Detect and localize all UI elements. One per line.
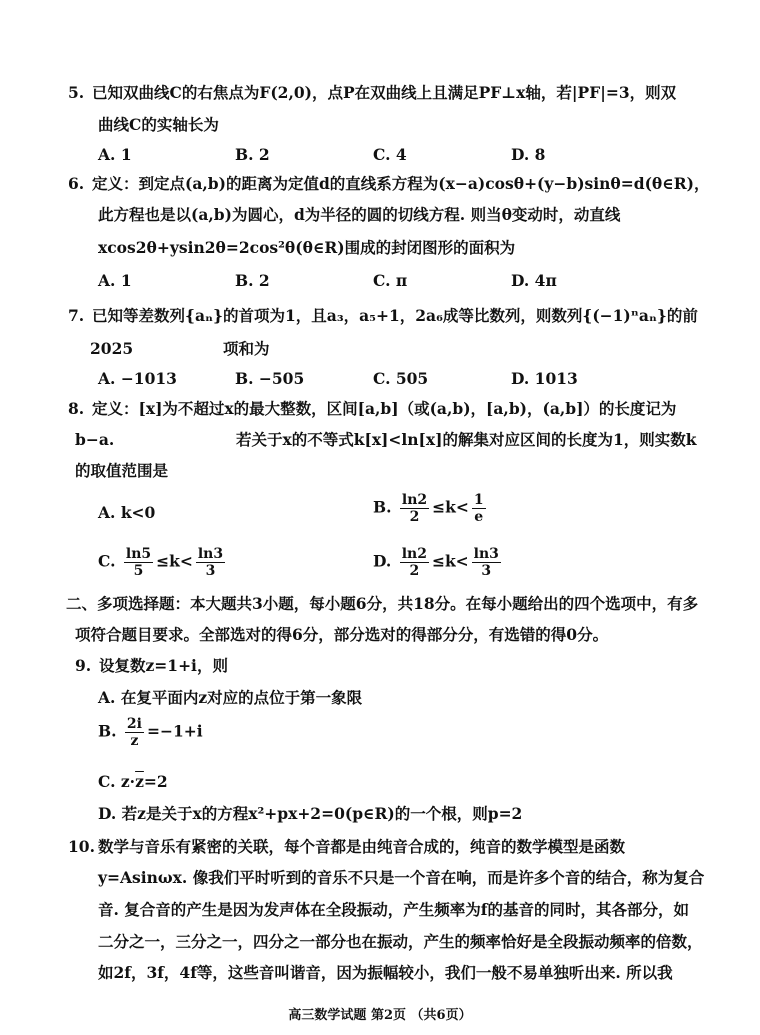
fraction: $\frac{\ln 3}{3}$ <box>197 546 224 579</box>
fraction: $\frac{2i}{z}$ <box>126 716 142 749</box>
q6-line1: 6. 定义：到定点(a,b)的距离为定值d的直线系方程为(x−a)cosθ+(y−b)sinθ=d(θ∈R)， <box>68 174 710 193</box>
q8-line3: 的取值范围是 <box>75 461 169 480</box>
q5-option-d: D. 8 <box>511 145 546 164</box>
q7-line2a: 2025 <box>90 339 134 358</box>
q8-line2a: b−a. <box>75 430 115 449</box>
section2-heading-line2: 项符合题目要求。全部选对的得6分，部分选对的得部分分，有选错的得0分。 <box>75 625 609 644</box>
q9-option-d: D. 若z是关于x的方程x²+px+2=0(p∈R)的一个根，则p=2 <box>98 804 523 823</box>
q6-line2: 此方程也是以(a,b)为圆心，d为半径的圆的切线方程. 则当θ变动时，动直线 <box>98 205 621 224</box>
q9-option-c: C. $z\cdot\overline{z}=2$ <box>98 772 168 791</box>
fraction: $\frac{1}{e}$ <box>473 492 484 525</box>
q6-option-a: A. 1 <box>98 271 132 290</box>
q6-option-b: B. 2 <box>235 271 270 290</box>
fraction: $\frac{\ln 5}{5}$ <box>125 546 152 579</box>
q6-option-c: C. π <box>373 271 408 290</box>
q8-line1: 8. 定义：[x]为不超过x的最大整数，区间[a,b]（或(a,b)，[a,b)，(a,b]）的长度记为 <box>68 399 677 418</box>
q7-line2b: 项和为 <box>223 339 270 358</box>
fraction: $\frac{\ln 2}{2}$ <box>401 546 427 579</box>
q5-line1: 5. 已知双曲线C的右焦点为F(2,0)，点P在双曲线上且满足PF⊥x轴，若|PF|=3，则双 <box>68 83 677 102</box>
q10-line5: 如2f，3f，4f等，这些音叫谐音，因为振幅较小，我们一般不易单独听出来. 所以我 <box>98 963 673 982</box>
q5-option-c: C. 4 <box>373 145 407 164</box>
fraction: $\frac{\ln 2}{2}$ <box>401 492 428 525</box>
q6-option-d: D. 4π <box>511 271 557 290</box>
q10-line4: 二分之一，三分之一，四分之一部分也在振动，产生的频率恰好是全段振动频率的倍数， <box>98 932 703 951</box>
q7-option-a: A. −1013 <box>98 369 177 388</box>
q7-option-b: B. −505 <box>235 369 305 388</box>
q8-option-b: B. $\frac{\ln 2}{2}$ ≤k< $\frac{1}{e}$ <box>373 492 484 525</box>
q10-line3: 音. 复合音的产生是因为发声体在全段振动，产生频率为f的基音的同时，其各部分，如 <box>98 900 689 919</box>
page-footer: 高三数学试题 第2页 （共6页） <box>288 1008 472 1023</box>
section2-heading-line1: 二、多项选择题：本大题共3小题，每小题6分，共18分。在每小题给出的四个选项中，有多 <box>66 594 699 613</box>
q9-option-b: B. $\frac{2i}{z}$ =−1+i <box>98 716 203 749</box>
fraction: $\frac{\ln 3}{3}$ <box>473 546 499 579</box>
q8-line2b: 若关于x的不等式k[x]<ln[x]的解集对应区间的长度为1，则实数k <box>236 430 697 449</box>
q5-option-b: B. 2 <box>235 145 270 164</box>
q7-line1: 7. 已知等差数列{aₙ}的首项为1，且a₃，a₅+1，2a₆成等比数列，则数列{(−1)ⁿaₙ}的前 <box>68 306 698 325</box>
q5-option-a: A. 1 <box>98 145 132 164</box>
q5-line2: 曲线C的实轴长为 <box>98 115 219 134</box>
q7-option-c: C. 505 <box>373 369 429 388</box>
q10-line1: 10. 数学与音乐有紧密的关联，每个音都是由纯音合成的，纯音的数学模型是函数 <box>68 837 626 856</box>
q8-option-c: C. $\frac{\ln 5}{5}$ ≤k< $\frac{\ln 3}{3}$ <box>98 546 224 579</box>
q9-stem: 9. 设复数z=1+i，则 <box>75 656 228 675</box>
q6-line3: xcos2θ+ysin2θ=2cos²θ(θ∈R)围成的封闭图形的面积为 <box>98 238 516 257</box>
q7-option-d: D. 1013 <box>511 369 578 388</box>
q10-line2: y=Asinωx. 像我们平时听到的音乐不只是一个音在响，而是许多个音的结合，称为复合 <box>98 868 705 887</box>
q8-option-a: A. k<0 <box>98 503 156 522</box>
q8-option-d: D. $\frac{\ln 2}{2}$ ≤k< $\frac{\ln 3}{3}$ <box>373 546 499 579</box>
q9-option-a: A. 在复平面内z对应的点位于第一象限 <box>98 688 363 707</box>
